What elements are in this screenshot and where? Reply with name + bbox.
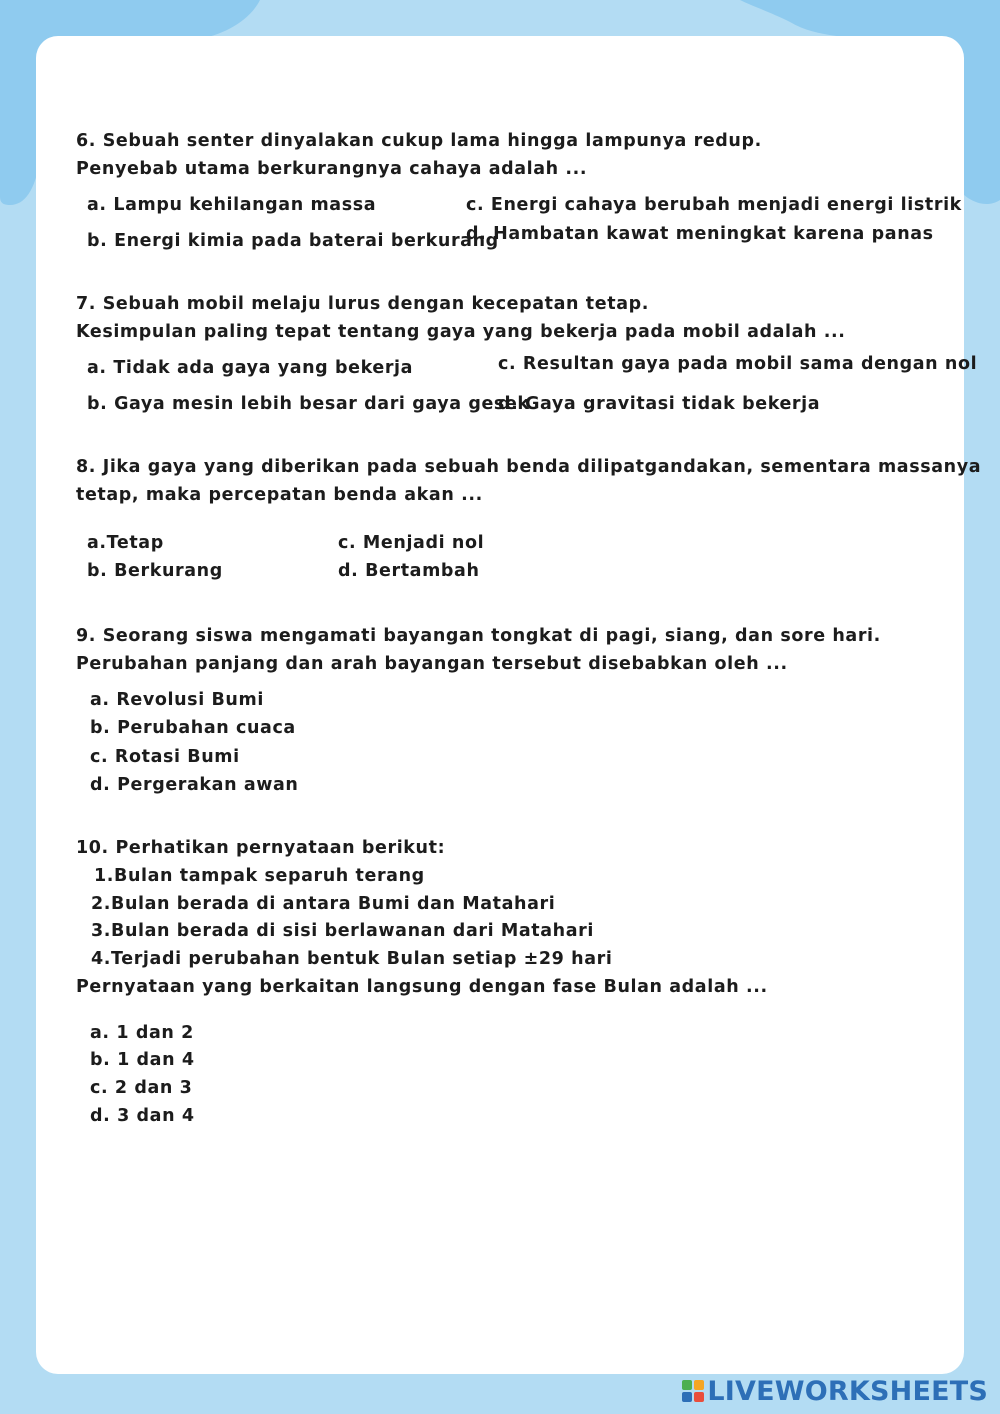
q7-option-a[interactable]: a. Tidak ada gaya yang bekerja bbox=[87, 358, 414, 378]
q8-option-b[interactable]: b. Berkurang bbox=[87, 561, 223, 581]
q7-stem-line2: Kesimpulan paling tepat tentang gaya yang bekerja pada mobil adalah ... bbox=[76, 322, 846, 342]
q10-statement-1: 1.Bulan tampak separuh terang bbox=[94, 866, 425, 886]
q10-statement-2: 2.Bulan berada di antara Bumi dan Matahari bbox=[91, 894, 556, 914]
q9-option-a[interactable]: a. Revolusi Bumi bbox=[90, 690, 264, 710]
q9-stem-line1: 9. Seorang siswa mengamati bayangan tongkat di pagi, siang, dan sore hari. bbox=[76, 626, 881, 646]
q9-option-b[interactable]: b. Perubahan cuaca bbox=[90, 718, 296, 738]
q6-stem-line1: 6. Sebuah senter dinyalakan cukup lama hingga lampunya redup. bbox=[76, 131, 762, 151]
liveworksheets-logo[interactable] bbox=[682, 1375, 988, 1407]
q10-option-c[interactable]: c. 2 dan 3 bbox=[90, 1078, 193, 1098]
q10-option-a[interactable]: a. 1 dan 2 bbox=[90, 1023, 194, 1043]
q10-statement-4: 4.Terjadi perubahan bentuk Bulan setiap ±29 hari bbox=[91, 949, 613, 969]
q8-option-a[interactable]: a.Tetap bbox=[87, 533, 164, 553]
liveworksheets-icon bbox=[682, 1380, 704, 1402]
q7-option-b[interactable]: b. Gaya mesin lebih besar dari gaya gesek bbox=[87, 394, 530, 414]
q6-option-a[interactable]: a. Lampu kehilangan massa bbox=[87, 195, 377, 215]
q9-option-d[interactable]: d. Pergerakan awan bbox=[90, 775, 299, 795]
q8-stem-line2: tetap, maka percepatan benda akan ... bbox=[76, 485, 483, 505]
q10-option-d[interactable]: d. 3 dan 4 bbox=[90, 1106, 195, 1126]
q7-option-c[interactable]: c. Resultan gaya pada mobil sama dengan nol bbox=[498, 354, 978, 374]
q10-stem-line1: 10. Perhatikan pernyataan berikut: bbox=[76, 838, 446, 858]
q7-stem-line1: 7. Sebuah mobil melaju lurus dengan kecepatan tetap. bbox=[76, 294, 649, 314]
q8-option-c[interactable]: c. Menjadi nol bbox=[338, 533, 485, 553]
q9-stem-line2: Perubahan panjang dan arah bayangan tersebut disebabkan oleh ... bbox=[76, 654, 788, 674]
q9-option-c[interactable]: c. Rotasi Bumi bbox=[90, 747, 240, 767]
q6-option-d[interactable]: d. Hambatan kawat meningkat karena panas bbox=[466, 224, 934, 244]
q8-option-d[interactable]: d. Bertambah bbox=[338, 561, 480, 581]
q10-statement-3: 3.Bulan berada di sisi berlawanan dari Matahari bbox=[91, 921, 594, 941]
q10-option-b[interactable]: b. 1 dan 4 bbox=[90, 1050, 195, 1070]
q6-option-b[interactable]: b. Energi kimia pada baterai berkurang bbox=[87, 231, 499, 251]
q10-stem-line2: Pernyataan yang berkaitan langsung dengan fase Bulan adalah ... bbox=[76, 977, 768, 997]
q6-option-c[interactable]: c. Energi cahaya berubah menjadi energi listrik bbox=[466, 195, 962, 215]
q7-option-d[interactable]: d. Gaya gravitasi tidak bekerja bbox=[498, 394, 821, 414]
q8-stem-line1: 8. Jika gaya yang diberikan pada sebuah benda dilipatgandakan, sementara massanya bbox=[76, 457, 982, 477]
q6-stem-line2: Penyebab utama berkurangnya cahaya adalah ... bbox=[76, 159, 588, 179]
brand-name: LIVEWORKSHEETS bbox=[707, 1375, 988, 1407]
